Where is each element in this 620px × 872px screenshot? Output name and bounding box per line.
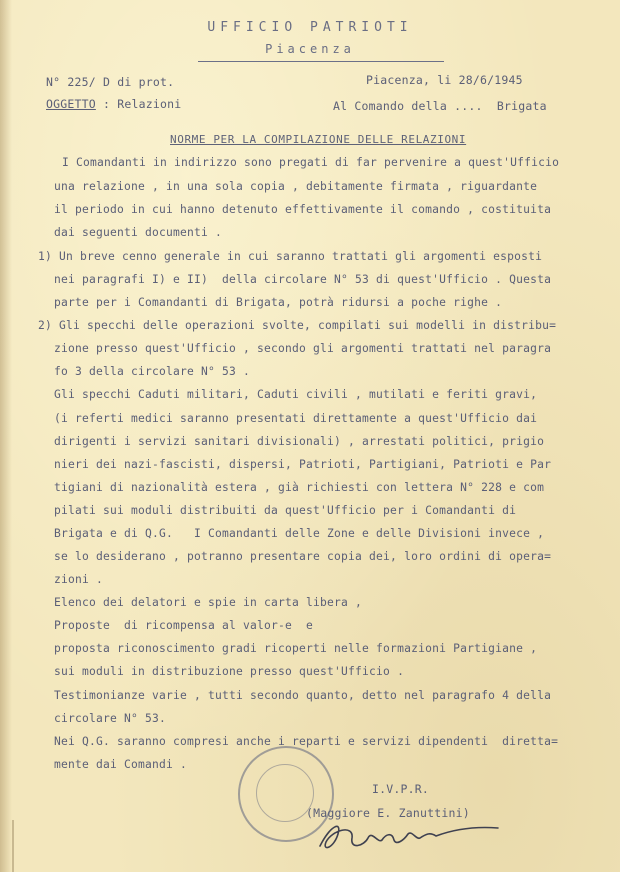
- body-line: Brigata e di Q.G. I Comandanti delle Zone e delle Divisioni invece ,: [54, 527, 545, 540]
- body-line: (i referti medici saranno presentati direttamente a quest'Ufficio dai: [54, 412, 538, 425]
- city-header: Piacenza: [265, 42, 355, 56]
- subject-label: OGGETTO: [46, 97, 96, 111]
- place-date: Piacenza, li 28/6/1945: [366, 73, 523, 87]
- signer-name: (Maggiore E. Zanuttini): [306, 806, 470, 820]
- body-line: Gli specchi Caduti militari, Caduti civili , mutilati e feriti gravi,: [54, 388, 538, 401]
- paper-crease: [12, 820, 14, 872]
- body-line: fo 3 della circolare N° 53 .: [54, 365, 251, 378]
- closing-initials: I.V.P.R.: [372, 782, 429, 796]
- body-line: nei paragrafi I) e II) della circolare N° 53 di quest'Ufficio . Questa: [54, 273, 552, 286]
- body-line: se lo desiderano , potranno presentare copia dei, loro ordini di opera=: [54, 550, 552, 563]
- stamp-inner-ring: [256, 764, 314, 822]
- body-line: parte per i Comandanti di Brigata, potrà ridursi a poche righe .: [54, 296, 503, 309]
- body-line: sui moduli in distribuzione presso quest'Ufficio .: [54, 665, 405, 678]
- paper-edge-shadow: [0, 0, 12, 872]
- body-line: tigiani di nazionalità estera , già richiesti con lettera N° 228 e com: [54, 481, 545, 494]
- header-divider: [198, 61, 444, 62]
- body-line: 2) Gli specchi delle operazioni svolte, compilati sui modelli in distribu=: [38, 319, 557, 332]
- body-line: Elenco dei delatori e spie in carta libera ,: [54, 596, 363, 609]
- office-header: UFFICIO PATRIOTI: [207, 20, 413, 35]
- subject-line: [46, 97, 181, 111]
- body-line: pilati sui moduli distribuiti da quest'Ufficio per i Comandanti di: [54, 504, 517, 517]
- body-line: I Comandanti in indirizzo sono pregati di far pervenire a quest'Ufficio: [62, 156, 560, 169]
- addressee: Al Comando della .... Brigata: [333, 99, 547, 113]
- body-line: il periodo in cui hanno detenuto effettivamente il comando , costituita: [54, 203, 552, 216]
- body-line: Proposte di ricompensa al valor-e e: [54, 619, 314, 632]
- body-line: zioni .: [54, 573, 104, 586]
- body-line: Nei Q.G. saranno compresi anche i reparti e servizi dipendenti diretta=: [54, 735, 559, 748]
- body-line: dai seguenti documenti .: [54, 226, 223, 239]
- subject-value: : Relazioni: [103, 97, 182, 111]
- document-subtitle: NORME PER LA COMPILAZIONE DELLE RELAZIONI: [170, 133, 467, 146]
- protocol-number: N° 225/ D di prot.: [46, 75, 175, 89]
- body-line: 1) Un breve cenno generale in cui saranno trattati gli argomenti esposti: [38, 250, 543, 263]
- body-line: Testimonianze varie , tutti secondo quanto, detto nel paragrafo 4 della: [54, 689, 552, 702]
- body-line: nieri dei nazi-fascisti, dispersi, Patrioti, Partigiani, Patrioti e Par: [54, 458, 552, 471]
- handwritten-signature: [312, 800, 512, 870]
- body-line: mente dai Comandi .: [54, 758, 188, 771]
- body-line: una relazione , in una sola copia , debitamente firmata , riguardante: [54, 180, 538, 193]
- body-line: dirigenti i servizi sanitari divisionali) , arrestati politici, prigio: [54, 435, 545, 448]
- body-line: circolare N° 53.: [54, 712, 167, 725]
- body-line: zione presso quest'Ufficio , secondo gli argomenti trattati nel paragra: [54, 342, 552, 355]
- body-line: proposta riconoscimento gradi ricoperti nelle formazioni Partigiane ,: [54, 642, 538, 655]
